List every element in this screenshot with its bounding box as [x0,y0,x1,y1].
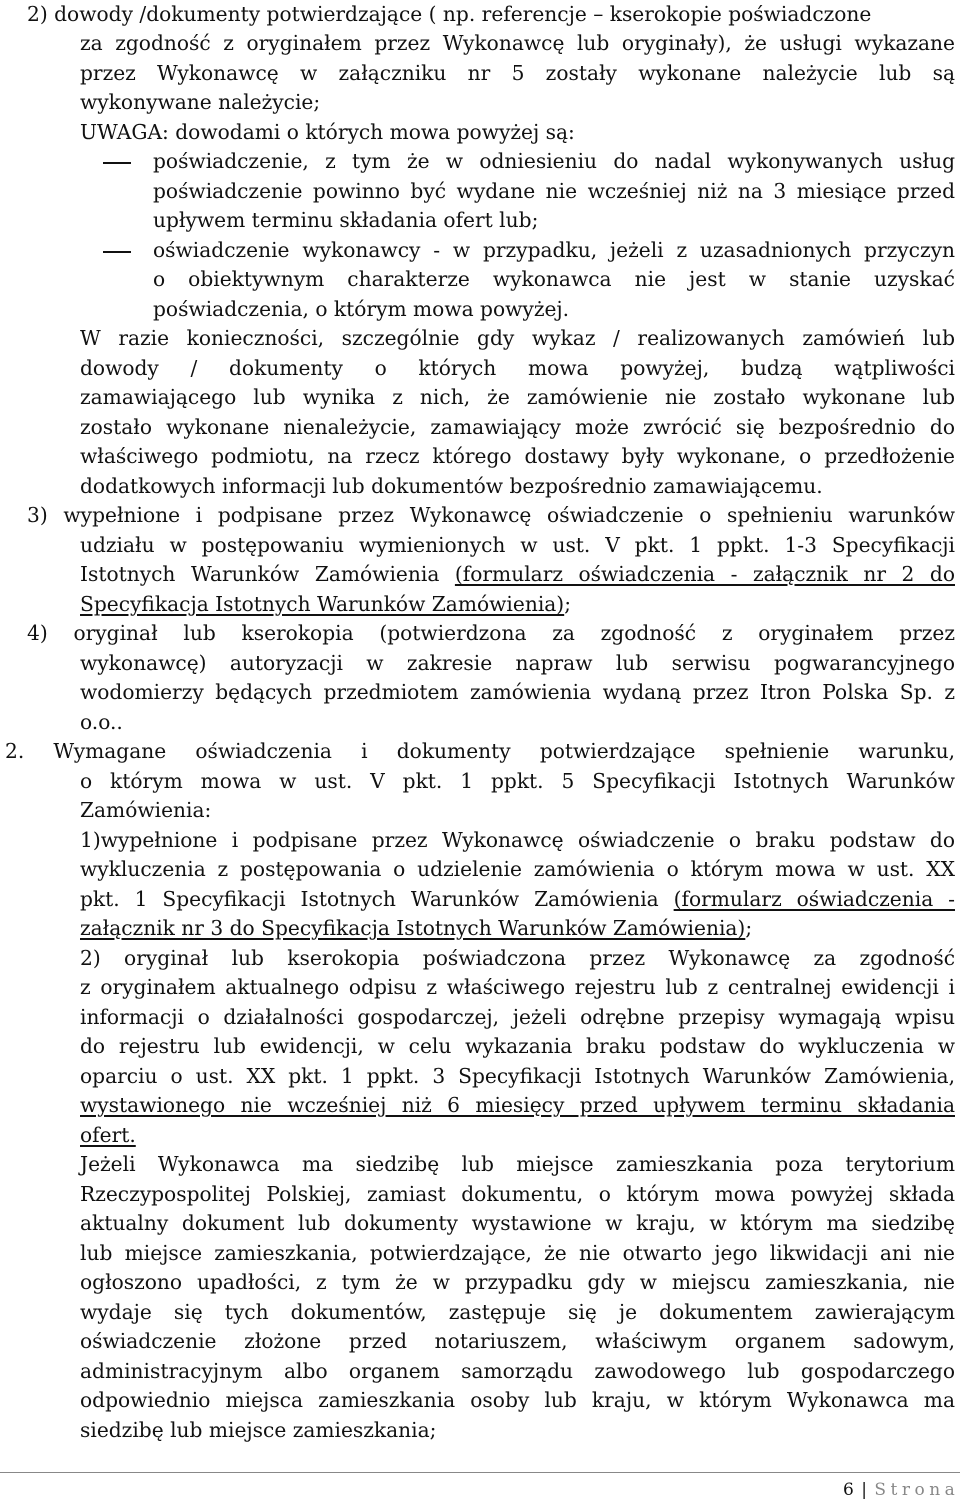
text-line [80,1209,955,1239]
line-text: 2. Wymagane oświadczenia i dokumenty potwierdzające spełnienie warunku, [5,739,955,763]
text-line [80,1298,955,1328]
line-text-suffix: ; [564,592,571,616]
line-text: siedzibę lub miejsce zamieszkania; [80,1418,437,1442]
line-text: o obiektywnym charakterze wykonawca nie jest w stanie uzyskać [153,267,955,291]
line-text: zostało wykonane nienależycie, zamawiający może zwrócić się bezpośrednio do [80,415,955,439]
text-line [80,944,955,974]
line-text: z oryginałem aktualnego odpisu z właściwego rejestru lub z centralnej ewidencji i [80,975,955,999]
text-line [80,118,575,148]
text-line [80,1032,955,1062]
page-number: 6 [843,1480,854,1500]
text-line [80,59,955,89]
underlined-text: wystawionego nie wcześniej niż 6 miesięcy przed upływem terminu składania [80,1093,955,1117]
text-line [5,737,955,767]
text-line [80,1150,955,1180]
text-line [80,29,955,59]
text-line [153,236,955,266]
text-line [80,590,571,620]
line-text: wykonywane należycie; [80,90,321,114]
text-line [80,1357,955,1387]
footer-divider [0,1472,960,1473]
underlined-text: ofert. [80,1123,136,1147]
line-text: Zamówienia: [80,798,212,822]
line-text: dowody / dokumenty o których mowa powyżej, budzą wątpliwości [80,356,955,380]
text-line [80,442,955,472]
text-line [80,560,955,590]
text-line [80,649,955,679]
line-text: lub miejsce zamieszkania, potwierdzające, że nie otwarto jego likwidacji ani nie [80,1241,955,1265]
footer-separator: | [861,1480,867,1500]
text-line [80,1416,436,1446]
text-line [80,413,955,443]
text-line [80,1268,955,1298]
line-text: udziału w postępowaniu wymienionych w ust. V pkt. 1 ppkt. 1-3 Specyfikacji [80,533,955,557]
text-line [153,265,955,295]
line-text: aktualny dokument lub dokumenty wystawione w kraju, w którym ma siedzibę [80,1211,955,1235]
text-line [27,0,871,30]
text-line [80,472,823,502]
text-line [80,708,123,738]
text-line [80,914,752,944]
text-line [80,1327,955,1357]
line-text: 4) oryginał lub kserokopia (potwierdzona za zgodność z oryginałem przez [27,621,955,645]
line-text: zamawiającego lub wynika z nich, że zamówienie nie zostało wykonane lub [80,385,955,409]
bullet-dash [103,162,131,164]
line-text: wykonawcę) autoryzacji w zakresie napraw lub serwisu pogwarancyjnego [80,651,955,675]
line-text-suffix: ; [745,916,753,940]
text-line [80,324,955,354]
line-text: poświadczenie, z tym że w odniesieniu do nadal wykonywanych usług [153,149,955,173]
line-text: oświadczenie złożone przed notariuszem, właściwym organem sadowym, [80,1329,955,1353]
text-line [80,1091,955,1121]
text-line [27,619,955,649]
underlined-text: (formularz oświadczenia - [673,887,955,911]
line-text: właściwego podmiotu, na rzecz którego dostawy były wykonane, o przedłożenie [80,444,955,468]
line-text: W razie konieczności, szczególnie gdy wykaz / realizowanych zamówień lub [80,326,955,350]
line-text: Jeżeli Wykonawca ma siedzibę lub miejsce zamieszkania poza terytorium [80,1152,955,1176]
text-line [80,678,955,708]
line-text: ogłoszono upadłości, z tym że w przypadku gdy w miejscu zamieszkania, nie [80,1270,955,1294]
line-text: wodomierzy będących przedmiotem zamówienia wydaną przez Itron Polska Sp. z [80,680,955,704]
text-line [153,295,569,325]
line-text: upływem terminu składania ofert lub; [153,208,539,232]
underlined-text: załącznik nr 3 do Specyfikacja Istotnych Warunków Zamówienia) [80,916,746,940]
text-line [80,1062,955,1092]
line-text: 2) oryginał lub kserokopia poświadczona przez Wykonawcę za zgodność [80,946,955,970]
text-line [80,354,955,384]
line-text: oparciu o ust. XX pkt. 1 ppkt. 3 Specyfikacji Istotnych Warunków Zamówienia, [80,1064,955,1088]
bullet-dash [103,251,131,253]
line-text: o którym mowa w ust. V pkt. 1 ppkt. 5 Specyfikacji Istotnych Warunków [80,769,955,793]
text-line [153,177,955,207]
line-text: przez Wykonawcę w załączniku nr 5 zostały wykonane należycie lub są [80,61,955,85]
line-text: informacji o działalności gospodarczej, jeżeli odrębne przepisy wymagają wpisu [80,1005,955,1029]
text-line [80,1180,955,1210]
text-line [80,796,211,826]
underlined-text: Specyfikacja Istotnych Warunków Zamówienia) [80,592,565,616]
line-text: oświadczenie wykonawcy - w przypadku, jeżeli z uzasadnionych przyczyn [153,238,955,262]
text-line [80,1386,955,1416]
text-line [80,88,320,118]
text-line [80,1239,955,1269]
line-text: o.o.. [80,710,123,734]
underlined-text: (formularz oświadczenia - załącznik nr 2 do [454,562,955,586]
text-line [80,826,955,856]
line-text: poświadczenia, o którym mowa powyżej. [153,297,570,321]
text-line [80,1003,955,1033]
text-line [80,973,955,1003]
line-text: dodatkowych informacji lub dokumentów bezpośrednio zamawiającemu. [80,474,823,498]
line-text: 2) dowody /dokumenty potwierdzające ( np. referencje – kserokopie poświadczone [27,2,872,26]
text-line [27,501,955,531]
text-line [153,147,955,177]
line-text: pkt. 1 Specyfikacji Istotnych Warunków Zamówienia [80,887,659,911]
text-line [80,885,955,915]
page-label: Strona [874,1480,960,1500]
text-line [80,383,955,413]
line-text: poświadczenie powinno być wydane nie wcześniej niż na 3 miesiące przed [153,179,955,203]
line-text: do rejestru lub ewidencji, w celu wykazania braku podstaw do wykluczenia w [80,1034,955,1058]
line-text: za zgodność z oryginałem przez Wykonawcę lub oryginały), że usługi wykazane [80,31,955,55]
text-line [80,1121,136,1151]
line-text: 3) wypełnione i podpisane przez Wykonawcę oświadczenie o spełnieniu warunków [27,503,955,527]
page-footer [843,1480,959,1500]
text-line [80,767,955,797]
line-text: Istotnych Warunków Zamówienia [80,562,440,586]
line-text: wykluczenia z postępowania o udzielenie zamówienia o którym mowa w ust. XX [80,857,955,881]
text-line [153,206,538,236]
line-text: wydaje się tych dokumentów, zastępuje się je dokumentem zawierającym [80,1300,955,1324]
line-text: UWAGA: dowodami o których mowa powyżej są: [80,120,575,144]
text-line [80,855,955,885]
line-text: Rzeczypospolitej Polskiej, zamiast dokumentu, o którym mowa powyżej składa [80,1182,955,1206]
line-text: 1)wypełnione i podpisane przez Wykonawcę oświadczenie o braku podstaw do [80,828,955,852]
text-line [80,531,955,561]
line-text: odpowiednio miejsca zamieszkania osoby lub kraju, w którym Wykonawca ma [80,1388,955,1412]
line-text: administracyjnym albo organem samorządu zawodowego lub gospodarczego [80,1359,955,1383]
